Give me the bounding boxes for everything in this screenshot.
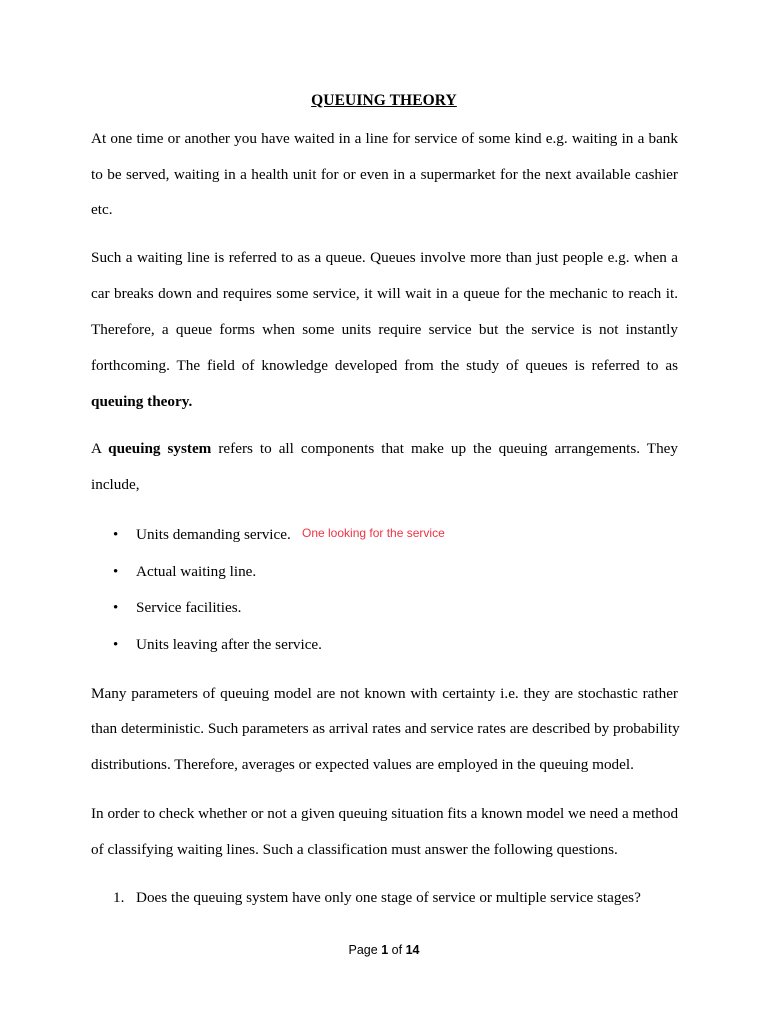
bullet-1-marker: • (113, 527, 119, 543)
bullet-4-text: Units leaving after the service. (136, 636, 322, 653)
paragraph-2-line-3: Therefore, a queue forms when some units require service but the service is not instantly (91, 321, 678, 338)
paragraph-2-line-5: queuing theory. (91, 393, 193, 410)
paragraph-4-line-3: distributions. Therefore, averages or expected values are employed in the queuing model. (91, 756, 634, 773)
paragraph-2-line-1: Such a waiting line is referred to as a queue. Queues involve more than just people e.g. when a (91, 249, 678, 266)
paragraph-3-lead: A (91, 440, 102, 457)
footer-total-pages: 14 (405, 943, 420, 957)
paragraph-1-line-2: to be served, waiting in a health unit for or even in a supermarket for the next available cashier (91, 166, 678, 183)
paragraph-1-line-3: etc. (91, 201, 113, 218)
document-title: QUEUING THEORY (311, 92, 457, 109)
paragraph-5-line-1: In order to check whether or not a given queuing situation fits a known model we need a method (91, 805, 679, 822)
bullet-3-marker: • (113, 600, 119, 616)
paragraph-4-line-1: Many parameters of queuing model are not known with certainty i.e. they are stochastic rather (91, 685, 678, 702)
bullet-4-marker: • (113, 637, 119, 653)
numbered-item-1-number: 1. (113, 889, 125, 906)
numbered-item-1-text: Does the queuing system have only one stage of service or multiple service stages? (136, 889, 641, 906)
queuing-system-term: queuing system (108, 440, 212, 457)
bullet-2-text: Actual waiting line. (136, 563, 257, 580)
bullet-2-marker: • (113, 564, 119, 580)
paragraph-2-line-2: car breaks down and requires some service, it will wait in a queue for the mechanic to reach it. (91, 285, 678, 302)
footer-page-number: 1 (381, 943, 389, 957)
footer-of-word: of (391, 943, 403, 957)
annotation-comment: One looking for the service (302, 526, 445, 540)
paragraph-3-rest: refers to all components that make up the queuing arrangements. They (218, 440, 679, 457)
bullet-3-text: Service facilities. (136, 599, 242, 616)
paragraph-4-line-2: than deterministic. Such parameters as arrival rates and service rates are described by probability (91, 720, 680, 737)
paragraph-3-line-1 (91, 440, 678, 458)
paragraph-5-line-2: of classifying waiting lines. Such a classification must answer the following questions. (91, 841, 618, 858)
page-footer (0, 943, 768, 957)
footer-page-word: Page (348, 943, 378, 957)
paragraph-2-line-4: forthcoming. The field of knowledge developed from the study of queues is referred to as (91, 357, 678, 374)
bullet-1-text: Units demanding service. (136, 526, 291, 543)
paragraph-3-line-2: include, (91, 476, 140, 493)
paragraph-1-line-1: At one time or another you have waited in a line for service of some kind e.g. waiting in a bank (91, 130, 678, 147)
